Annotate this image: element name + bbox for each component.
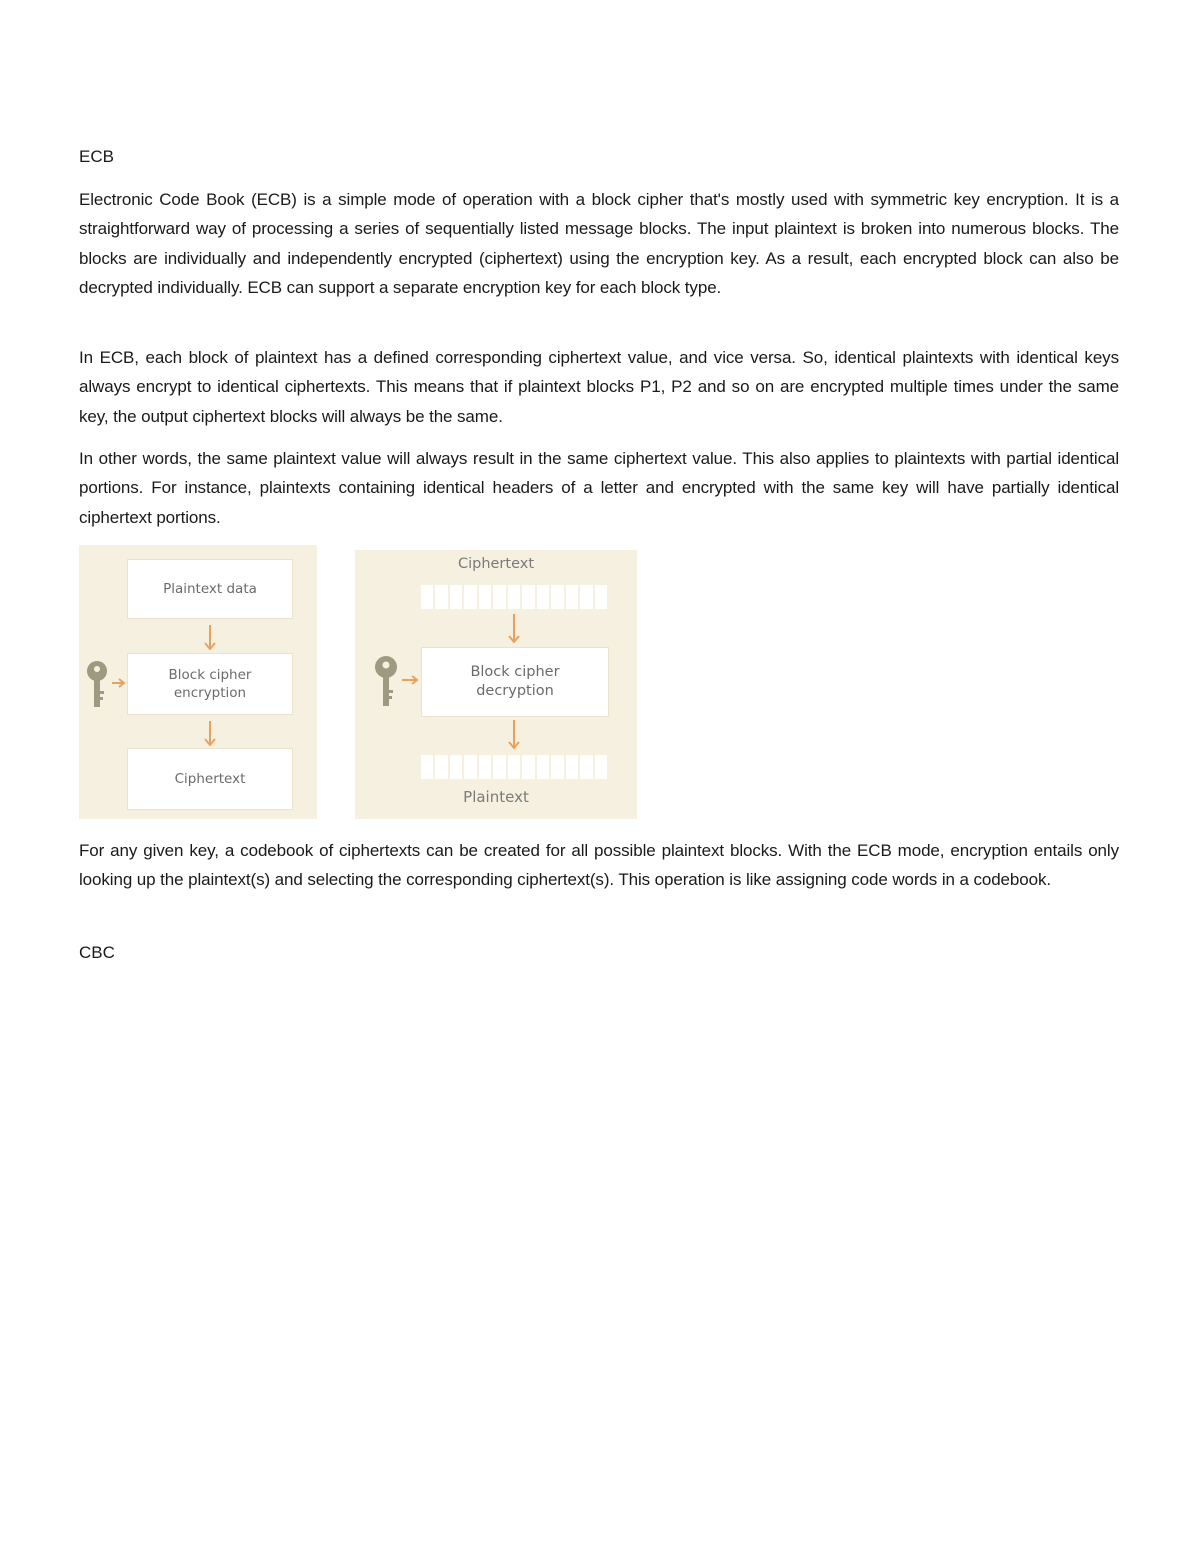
ciphertext-block	[421, 585, 433, 609]
plaintext-block	[493, 755, 505, 779]
ciphertext-block	[566, 585, 578, 609]
ciphertext-block	[464, 585, 476, 609]
ciphertext-block	[580, 585, 592, 609]
section-heading-cbc: CBC	[79, 943, 115, 962]
plaintext-block	[450, 755, 462, 779]
ciphertext-block	[595, 585, 607, 609]
ciphertext-block	[551, 585, 563, 609]
plaintext-block	[508, 755, 520, 779]
plaintext-block	[580, 755, 592, 779]
plaintext-block	[595, 755, 607, 779]
ecb-decryption-diagram	[355, 550, 637, 819]
decryption-label-line-2: decryption	[476, 683, 554, 699]
plaintext-data-box	[127, 559, 293, 619]
plaintext-blocks-row	[421, 755, 607, 779]
plaintext-caption: Plaintext	[463, 788, 529, 806]
ciphertext-block	[522, 585, 534, 609]
ciphertext-block	[537, 585, 549, 609]
block-cipher-decryption-box	[421, 647, 609, 717]
ciphertext-blocks-row	[421, 585, 607, 609]
plaintext-block	[479, 755, 491, 779]
plaintext-data-label: Plaintext data	[163, 581, 257, 597]
plaintext-block	[435, 755, 447, 779]
ecb-paragraph-4: For any given key, a codebook of ciphertexts can be created for all possible plaintext blocks. With the ECB mode, encryption entails only looking up the plaintext(s) and selecting the corresponding ciphertext(s). This operation is like assigning code words in a codebook.	[79, 841, 1119, 890]
down-arrow-icon	[507, 614, 521, 644]
encryption-label-line-1: Block cipher	[168, 667, 252, 683]
ecb-paragraph-1: Electronic Code Book (ECB) is a simple mode of operation with a block cipher that's mostly used with symmetric key encryption. It is a straightforward way of processing a series of sequentially listed message blocks. The input plaintext is broken into numerous blocks. The blocks are individually and independently encrypted (ciphertext) using the encryption key. As a result, each encrypted block can also be decrypted individually. ECB can support a separate encryption key for each block type.	[79, 190, 1119, 297]
plaintext-block	[522, 755, 534, 779]
ciphertext-block	[508, 585, 520, 609]
ecb-paragraph-2: In ECB, each block of plaintext has a defined corresponding ciphertext value, and vice versa. So, identical plaintexts with identical keys always encrypt to identical ciphertexts. This means that if plaintext blocks P1, P2 and so on are encrypted multiple times under the same key, the output ciphertext blocks will always be the same.	[79, 348, 1119, 426]
ciphertext-block	[479, 585, 491, 609]
ciphertext-caption: Ciphertext	[457, 556, 535, 572]
down-arrow-icon	[203, 625, 217, 651]
key-icon	[87, 659, 127, 711]
down-arrow-icon	[507, 720, 521, 750]
ciphertext-block	[435, 585, 447, 609]
plaintext-block	[566, 755, 578, 779]
ciphertext-label: Ciphertext	[174, 771, 246, 787]
plaintext-block	[421, 755, 433, 779]
decryption-label-line-1: Block cipher	[470, 664, 560, 680]
ciphertext-block	[493, 585, 505, 609]
key-icon	[375, 654, 421, 710]
ciphertext-box	[127, 748, 293, 810]
block-cipher-encryption-box	[127, 653, 293, 715]
down-arrow-icon	[203, 721, 217, 747]
encryption-label-line-2: encryption	[173, 685, 247, 701]
ecb-encryption-diagram	[79, 545, 317, 819]
section-heading-ecb: ECB	[79, 147, 114, 166]
ciphertext-block	[450, 585, 462, 609]
plaintext-block	[464, 755, 476, 779]
plaintext-block	[537, 755, 549, 779]
plaintext-block	[551, 755, 563, 779]
ecb-paragraph-3: In other words, the same plaintext value will always result in the same ciphertext value. This also applies to plaintexts with partial identical portions. For instance, plaintexts containing identical headers of a letter and encrypted with the same key will have partially identical ciphertext portions.	[79, 449, 1119, 527]
